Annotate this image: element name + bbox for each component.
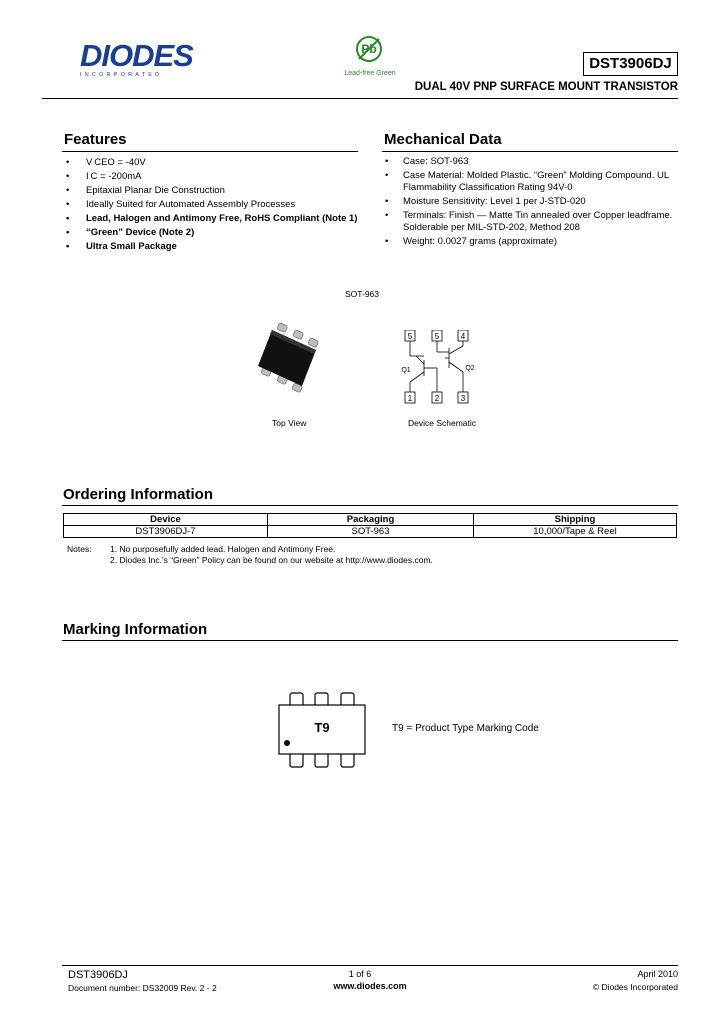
marking-code: T9 [314, 720, 330, 735]
schematic-pin-bottom-2: 2 [434, 394, 440, 403]
footer-rule [62, 965, 678, 966]
device-schematic-image [398, 330, 478, 404]
footer-copyright: © Diodes Incorporated [592, 982, 678, 992]
logo-subtext: INCORPORATED [80, 72, 163, 78]
top-view-caption: Top View [272, 418, 307, 428]
feature-item: • V CEO = -40V [62, 156, 362, 170]
diodes-logo [80, 40, 205, 84]
mechanical-item: • Terminals: Finish — Matte Tin annealed over Copper leadframe. Solderable per MIL-STD-202, Method 208 [382, 210, 678, 234]
note-item: 2. Diodes Inc.'s “Green” Policy can be found on our website at http://www.diodes.com. [110, 555, 433, 565]
notes-list [110, 544, 670, 566]
marking-underline [62, 640, 678, 641]
table-row [64, 526, 677, 538]
mechanical-item: • Weight: 0.0027 grams (approximate) [382, 236, 678, 248]
feature-item: • Lead, Halogen and Antimony Free, RoHS Compliant (Note 1) [62, 212, 362, 226]
mechanical-item: • Case: SOT-963 [382, 156, 678, 168]
features-list [62, 156, 362, 254]
cell-device: DST3906DJ-7 [64, 526, 268, 538]
header-rule [42, 98, 678, 99]
schematic-caption: Device Schematic [408, 418, 477, 428]
feature-item: • Ideally Suited for Automated Assembly Processes [62, 198, 362, 212]
package-label: SOT-963 [345, 289, 380, 299]
footer-part: DST3906DJ [68, 969, 128, 981]
feature-item: • I C = -200mA [62, 170, 362, 184]
feature-item: • “Green” Device (Note 2) [62, 226, 362, 240]
feature-item: • Ultra Small Package [62, 240, 362, 254]
schematic-pin-bottom-3: 3 [460, 394, 466, 403]
lead-free-label: Lead-free Green [344, 70, 396, 77]
ordering-underline [62, 505, 678, 506]
schematic-q1-label: Q1 [401, 367, 411, 374]
lead-free-icon [352, 34, 388, 64]
footer-date: April 2010 [637, 969, 678, 979]
schematic-pin-top-1: 5 [407, 332, 413, 341]
column-header-packaging: Packaging [268, 514, 474, 526]
part-number-box: DST3906DJ [583, 52, 678, 76]
footer-doc-number: Document number: DS32009 Rev. 2 - 2 [68, 983, 217, 993]
footer-page: 1 of 6 [348, 969, 372, 979]
mechanical-underline [382, 151, 678, 152]
schematic-pin-bottom-1: 1 [407, 394, 413, 403]
schematic-pin-top-2: 5 [434, 332, 440, 341]
mechanical-list [382, 156, 678, 250]
feature-item: • Epitaxial Planar Die Construction [62, 184, 362, 198]
footer-website-link[interactable]: www.diodes.com [333, 981, 407, 991]
cell-shipping: 10,000/Tape & Reel [474, 526, 677, 538]
pin1-dot-icon [284, 740, 290, 746]
logo-text: DIODES [80, 38, 193, 73]
cell-packaging: SOT-963 [268, 526, 474, 538]
marking-legend: T9 = Product Type Marking Code [392, 723, 539, 734]
features-heading: Features [64, 131, 127, 148]
note-item: 1. No purposefully added lead. Halogen and Antimony Free. [110, 544, 336, 554]
document-subtitle: DUAL 40V PNP SURFACE MOUNT TRANSISTOR [414, 81, 678, 93]
mechanical-item: • Case Material: Molded Plastic. “Green” Molding Compound. UL Flammability Classification Rating 94V-0 [382, 170, 678, 194]
marking-heading: Marking Information [63, 621, 208, 638]
ordering-heading: Ordering Information [63, 486, 213, 503]
schematic-pin-top-3: 4 [460, 332, 466, 341]
pb-symbol: Pb [361, 42, 377, 56]
column-header-device: Device [64, 514, 268, 526]
features-underline [62, 151, 358, 152]
marking-package-drawing [278, 692, 368, 768]
package-top-view-image [256, 322, 326, 394]
lead-free-badge [340, 34, 400, 76]
schematic-q2-label: Q2 [465, 365, 475, 372]
mechanical-item: • Moisture Sensitivity: Level 1 per J-STD-020 [382, 196, 678, 208]
ordering-table [63, 513, 677, 538]
column-header-shipping: Shipping [474, 514, 677, 526]
notes-label: Notes: [67, 544, 92, 554]
mechanical-heading: Mechanical Data [384, 131, 502, 148]
table-header-row [64, 514, 677, 526]
